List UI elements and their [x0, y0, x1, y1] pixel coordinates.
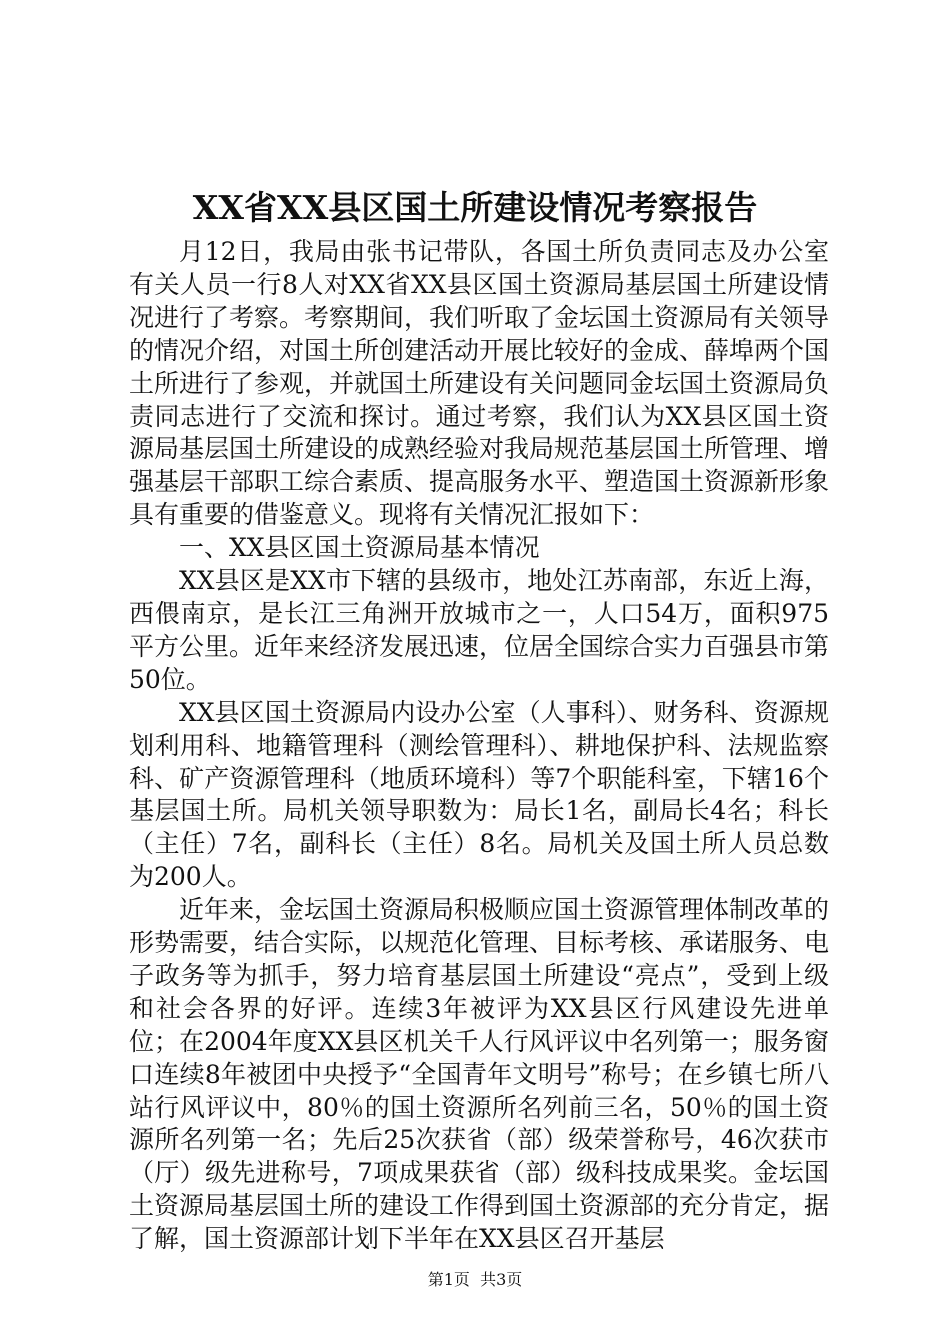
- page-number-total: 共3页: [480, 1270, 523, 1289]
- page-number-current: 第1页: [427, 1270, 470, 1289]
- paragraph-structure: XX县区国土资源局内设办公室（人事科）、财务科、资源规划利用科、地籍管理科（测绘管理科）、耕地保护科、法规监察科、矿产资源管理科（地质环境科）等7个职能科室，下辖16个基层国土所。局机关领导职数为：局长1名，副局长4名；科长（主任）7名，副科长（主任）8名。局机关及国土所人员总数为200人。: [129, 697, 829, 892]
- document-body: [129, 236, 829, 1256]
- footer-separator: [470, 1270, 480, 1289]
- document-title: XX省XX县区国土所建设情况考察报告: [192, 188, 758, 227]
- section-heading-1: 一、XX县区国土资源局基本情况: [179, 533, 540, 563]
- paragraph-intro: 月12日，我局由张书记带队，各国土所负责同志及办公室有关人员一行8人对XX省XX县区国土资源局基层国土所建设情况进行了考察。考察期间，我们听取了金坛国土资源局有关领导的情况介绍，对国土所创建活动开展比较好的金成、薛埠两个国土所进行了参观，并就国土所建设有关问题同金坛国土资源局负责同志进行了交流和探讨。通过考察，我们认为XX县区国土资源局基层国土所建设的成熟经验对我局规范基层国土所管理、增强基层干部职工综合素质、提高服务水平、塑造国土资源新形象具有重要的借鉴意义。现将有关情况汇报如下：: [129, 237, 830, 530]
- paragraph-achievements: 近年来，金坛国土资源局积极顺应国土资源管理体制改革的形势需要，结合实际，以规范化管理、目标考核、承诺服务、电子政务等为抓手，努力培育基层国土所建设“亮点”，受到上级和社会各界的好评。连续3年被评为XX县区行风建设先进单位；在2004年度XX县区机关千人行风评议中名列第一；服务窗口连续8年被团中央授予“全国青年文明号”称号；在乡镇七所八站行风评议中，80％的国土资源所名列前三名，50％的国土资源所名列第一名；先后25次获省（部）级荣誉称号，46次获市（厅）级先进称号，7项成果获省（部）级科技成果奖。金坛国土资源局基层国土所的建设工作得到国土资源部的充分肯定，据了解，国土资源部计划下半年在XX县区召开基层: [129, 895, 830, 1254]
- page-footer: [0, 1268, 950, 1292]
- paragraph-overview: XX县区是XX市下辖的县级市，地处江苏南部，东近上海，西偎南京，是长江三角洲开放城市之一，人口54万，面积975平方公里。近年来经济发展迅速，位居全国综合实力百强县市第50位。: [129, 566, 830, 694]
